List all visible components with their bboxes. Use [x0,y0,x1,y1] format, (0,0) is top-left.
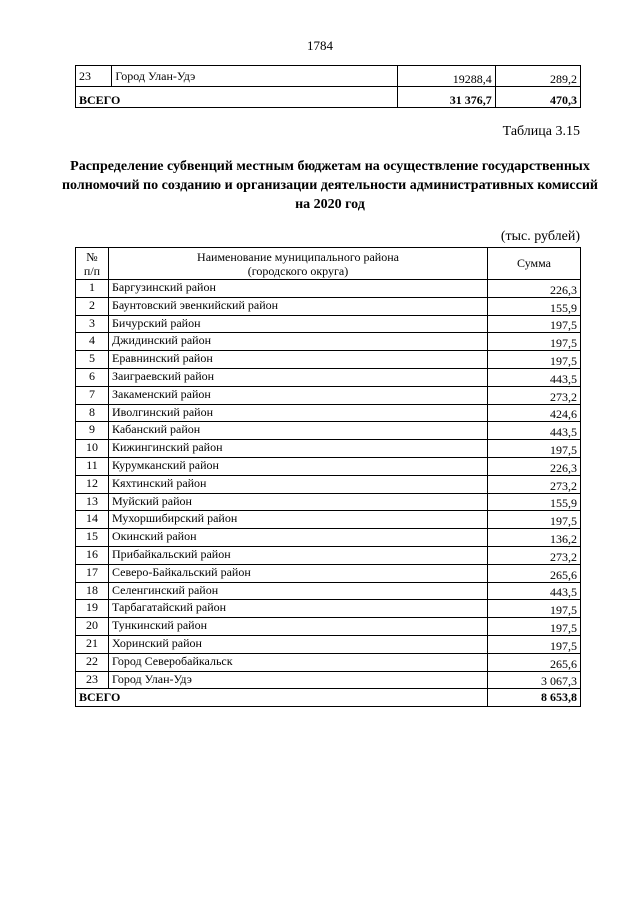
row-name: Город Улан-Удэ [109,671,488,689]
row-sum: 273,2 [488,386,581,404]
row-number: 13 [76,493,109,511]
row-number: 18 [76,582,109,600]
table-row [76,297,581,315]
row-name: Кижингинский район [109,440,488,458]
table-row [76,511,581,529]
row-name: Баунтовский эвенкийский район [109,297,488,315]
row-number: 19 [76,600,109,618]
row-sum: 443,5 [488,582,581,600]
row-sum: 197,5 [488,333,581,351]
row-sum: 443,5 [488,368,581,386]
table-row [76,671,581,689]
table-row [76,475,581,493]
continuation-table [75,65,581,108]
header-number-line2: п/п [83,263,101,278]
row-number: 10 [76,440,109,458]
page-number: 1784 [307,38,333,53]
table-row [76,315,581,333]
row-name: Город Северобайкальск [109,653,488,671]
row-name: Кабанский район [109,422,488,440]
row-sum: 273,2 [488,546,581,564]
total-label: ВСЕГО [76,87,398,108]
row-value-1: 19288,4 [397,66,495,87]
row-number: 6 [76,368,109,386]
row-sum: 197,5 [488,600,581,618]
row-number: 23 [76,671,109,689]
row-number: 9 [76,422,109,440]
row-number: 17 [76,564,109,582]
row-sum: 226,3 [488,457,581,475]
row-name: Тарбагатайский район [109,600,488,618]
row-sum: 197,5 [488,511,581,529]
row-name: Окинский район [109,529,488,547]
row-number: 15 [76,529,109,547]
table-row [76,422,581,440]
row-sum: 197,5 [488,440,581,458]
row-name: Прибайкальский район [109,546,488,564]
row-sum: 265,6 [488,564,581,582]
table-row [76,618,581,636]
row-number: 16 [76,546,109,564]
table-row [76,440,581,458]
table-row [76,600,581,618]
row-number: 1 [76,280,109,298]
row-number: 14 [76,511,109,529]
table-row [76,386,581,404]
header-name-line1: Наименование муниципального района [197,249,399,264]
subvention-table [75,247,581,707]
total-value-1: 31 376,7 [397,87,495,108]
row-name: Еравнинский район [109,351,488,369]
table-row [76,564,581,582]
row-name: Джидинский район [109,333,488,351]
table-header [76,248,581,280]
total-row [76,87,581,108]
row-number: 5 [76,351,109,369]
table-row [76,333,581,351]
row-name: Баргузинский район [109,280,488,298]
row-sum: 155,9 [488,493,581,511]
row-name: Курумканский район [109,457,488,475]
table-row [76,280,581,298]
row-name: Кяхтинский район [109,475,488,493]
table-row [76,653,581,671]
row-sum: 155,9 [488,297,581,315]
header-sum: Сумма [488,248,581,280]
row-number: 4 [76,333,109,351]
row-number: 20 [76,618,109,636]
row-sum: 136,2 [488,529,581,547]
total-label: ВСЕГО [76,689,488,707]
table-row [76,635,581,653]
row-number: 21 [76,635,109,653]
row-number: 22 [76,653,109,671]
row-name: Закаменский район [109,386,488,404]
table-row [76,457,581,475]
document-title: Распределение субвенций местным бюджетам на осуществление государственных полномочий по созданию и организации деятельности административных комиссий на 2020 год [61,159,598,212]
row-name: Заиграевский район [109,368,488,386]
row-number: 7 [76,386,109,404]
total-sum: 8 653,8 [488,689,581,707]
row-sum: 197,5 [488,618,581,636]
row-name: Хоринский район [109,635,488,653]
row-sum: 226,3 [488,280,581,298]
row-number: 2 [76,297,109,315]
row-number: 12 [76,475,109,493]
table-row [76,66,581,87]
table-row [76,582,581,600]
row-sum: 197,5 [488,351,581,369]
row-sum: 424,6 [488,404,581,422]
row-name: Тункинский район [109,618,488,636]
row-number: 11 [76,457,109,475]
row-sum: 197,5 [488,315,581,333]
table-row [76,351,581,369]
row-name: Мухоршибирский район [109,511,488,529]
row-name: Город Улан-Удэ [112,66,397,87]
row-name: Селенгинский район [109,582,488,600]
table-row [76,546,581,564]
header-name [109,248,488,280]
row-sum: 3 067,3 [488,671,581,689]
row-sum: 197,5 [488,635,581,653]
total-value-2: 470,3 [495,87,580,108]
header-number-line1: № [86,249,98,264]
row-name: Муйский район [109,493,488,511]
row-sum: 443,5 [488,422,581,440]
row-sum: 265,6 [488,653,581,671]
row-sum: 273,2 [488,475,581,493]
row-name: Северо-Байкальский район [109,564,488,582]
row-name: Бичурский район [109,315,488,333]
row-name: Иволгинский район [109,404,488,422]
table-row [76,368,581,386]
total-row [76,689,581,707]
table-row [76,404,581,422]
row-number: 3 [76,315,109,333]
table-row [76,529,581,547]
row-number: 23 [76,66,112,87]
table-row [76,493,581,511]
header-number [76,248,109,280]
row-value-2: 289,2 [495,66,580,87]
header-name-line2: (городского округа) [247,263,349,278]
table-caption: Таблица 3.15 [502,124,580,139]
row-number: 8 [76,404,109,422]
units-label: (тыс. рублей) [500,229,580,244]
